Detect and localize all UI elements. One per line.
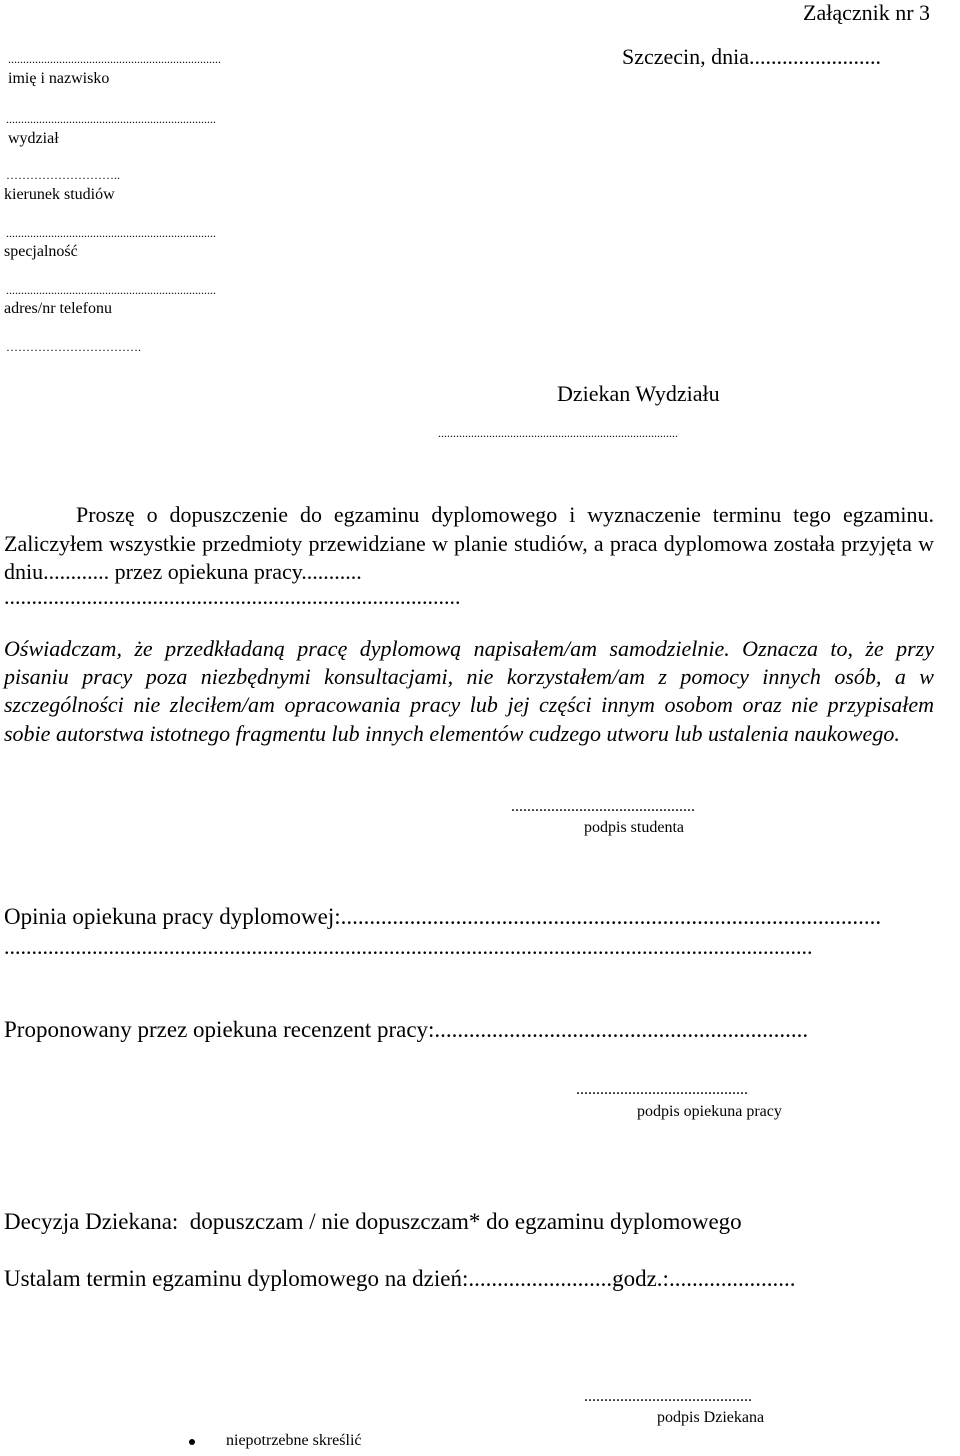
address-label: adres/nr telefonu (4, 300, 112, 317)
field-of-study-label: kierunek studiów (4, 186, 115, 203)
name-label: imię i nazwisko (8, 70, 110, 87)
place-date-line: Szczecin, dnia........................ (622, 44, 882, 69)
supervisor-opinion-dots: ................................................................................................................................................... (4, 934, 813, 959)
dean-signature-label: podpis Dziekana (657, 1409, 765, 1426)
supervisor-signature-dots: ........................................... (576, 1081, 748, 1098)
faculty-dots: ...................................................................... (6, 112, 216, 126)
exam-date-line: Ustalam termin egzaminu dyplomowego na dzień:.........................godz.:...................... (4, 1266, 796, 1291)
dean-decision-line: Decyzja Dziekana: dopuszczam / nie dopuszczam* do egzaminu dyplomowego (4, 1209, 742, 1234)
field-of-study-dots: ……………………….. (6, 168, 120, 182)
recipient-title: Dziekan Wydziału (557, 381, 720, 406)
footnote-text: niepotrzebne skreślić (226, 1432, 362, 1449)
trailing-dots: ……………………………. (6, 340, 141, 354)
specialization-dots: ...................................................................... (6, 226, 216, 240)
name-dots: ....................................................................... (8, 52, 221, 66)
supervisor-opinion-line: Opinia opiekuna pracy dyplomowej:.............................................................................................. (4, 904, 882, 929)
student-signature-dots: .............................................. (511, 798, 695, 815)
request-dots-line: ................................................................................... (4, 584, 461, 609)
supervisor-signature-label: podpis opiekuna pracy (637, 1103, 782, 1120)
dean-signature-dots: .......................................... (584, 1388, 752, 1405)
specialization-label: specjalność (4, 243, 78, 260)
request-paragraph: Proszę o dopuszczenie do egzaminu dyplomowego i wyznaczenie terminu tego egzaminu. Zaliczyłem wszystkie przedmioty przewidziane w planie studiów, a praca dyplomowa została przyjęta w dniu............ przez opiekuna pracy........... (4, 502, 934, 584)
student-signature-label: podpis studenta (584, 819, 684, 836)
reviewer-line: Proponowany przez opiekuna recenzent pracy:................................................................. (4, 1017, 809, 1042)
address-dots: ...................................................................... (6, 283, 216, 297)
declaration-paragraph: Oświadczam, że przedkładaną pracę dyplomową napisałem/am samodzielnie. Oznacza to, że przy pisaniu pracy poza niezbędnymi konsultacjami, nie korzystałem/am z pomocy innych osób, a w szczególności nie zleciłem/am opracowania pracy lub jej części innym osobom oraz nie przypisałem sobie autorstwa istotnego fragmentu lub innych elementów cudzego utworu lub ustalenia naukowego. (4, 636, 934, 746)
recipient-dots: ................................................................................ (438, 426, 678, 440)
attachment-number: Załącznik nr 3 (803, 0, 931, 25)
bullet-icon (189, 1439, 195, 1445)
faculty-label: wydział (8, 130, 59, 147)
